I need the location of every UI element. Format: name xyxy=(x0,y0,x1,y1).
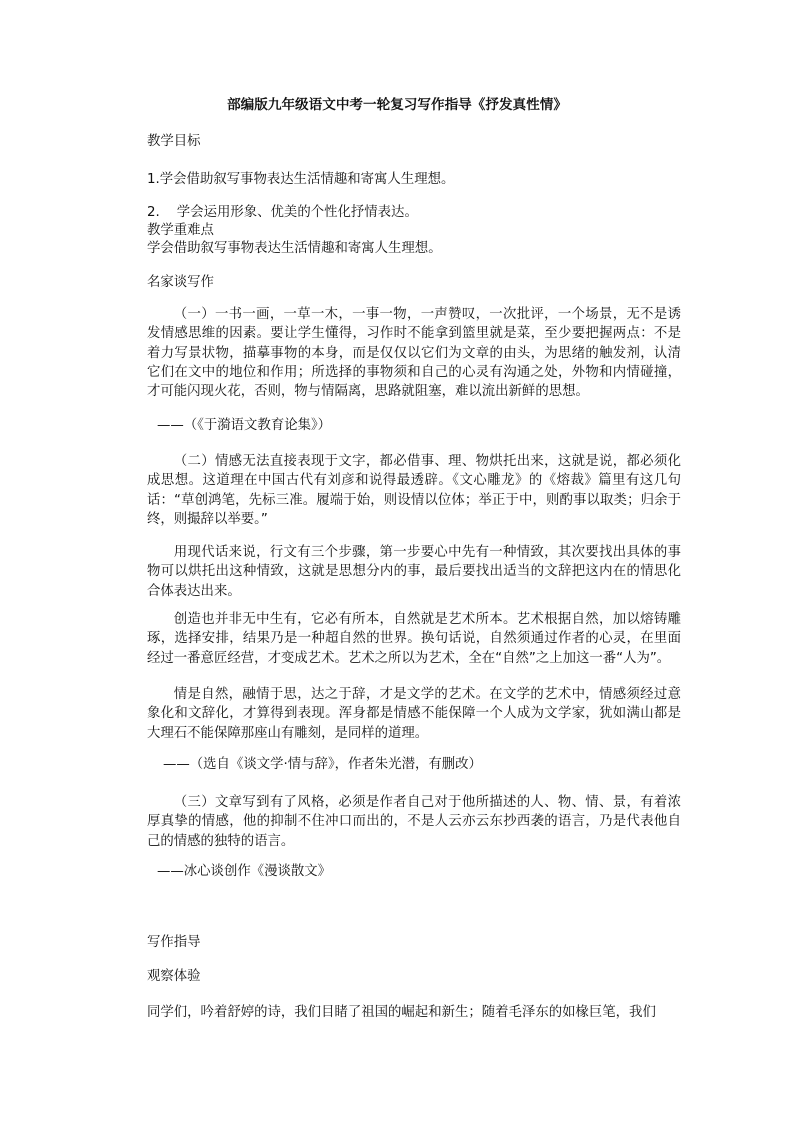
masters-heading: 名家谈写作 xyxy=(147,275,214,290)
quote-paragraph-4: 创造也并非无中生有，它必有所本，自然就是艺术所本。艺术根据自然，加以熔铸雕琢，选择安排，结果乃是一种超自然的世界。换句话说，自然须通过作者的心灵，在里面经过一番意匠经营，才变成艺术。艺术之所以为艺术，全在“自然”之上加这一番“人为”。 xyxy=(147,612,681,666)
document-title: 部编版九年级语文中考一轮复习写作指导《抒发真性情》 xyxy=(227,97,567,113)
goals-heading: 教学目标 xyxy=(147,134,201,149)
quote-paragraph-6: （三）文章写到有了风格，必须是作者自己对于他所描述的人、物、情、景，有着浓厚真挚的情感，他的抑制不住冲口而出的，不是人云亦云东抄西袭的语言，乃是代表他自己的情感的独特的语言。 xyxy=(147,795,681,849)
key-points-heading: 教学重难点 xyxy=(147,223,214,238)
writing-guide-heading: 写作指导 xyxy=(147,935,201,950)
quote-source-2: ——（选自《谈文学·情与辞》，作者朱光潜，有删改） xyxy=(163,757,482,772)
observation-heading: 观察体验 xyxy=(147,969,201,984)
quote-source-3: ——冰心谈创作《漫谈散文》 xyxy=(157,864,332,879)
quote-paragraph-1: （一）一书一画，一草一木，一事一物，一声赞叹，一次批评，一个场景，无不是诱发情感思维的因素。要让学生懂得，习作时不能拿到篮里就是菜，至少要把握两点：不是着力写景状物，描摹事物的本身，而是仅仅以它们为文章的由头，为思绪的触发剂，认清它们在文中的地位和作用；所选择的事物须和自己的心灵有沟通之处，外物和内情碰撞，才可能闪现火花，否则，物与情隔离，思路就阻塞，难以流出新鲜的思想。 xyxy=(147,307,681,400)
quote-paragraph-3: 用现代话来说，行文有三个步骤，第一步要心中先有一种情致，其次要找出具体的事物可以烘托出这种情致，这就是思想分内的事，最后要找出适当的文辞把这内在的情思化合体表达出来。 xyxy=(147,545,681,599)
body-paragraph: 同学们，吟着舒婷的诗，我们目睹了祖国的崛起和新生；随着毛泽东的如椽巨笔，我们 xyxy=(147,1005,656,1020)
key-points-text: 学会借助叙写事物表达生活情趣和寄寓人生理想。 xyxy=(147,241,442,256)
goal-item-2: 2. 学会运用形象、优美的个性化抒情表达。 xyxy=(147,205,418,220)
quote-paragraph-2: （二）情感无法直接表现于文字，都必借事、理、物烘托出来，这就是说，都必须化成思想。这道理在中国古代有刘彦和说得最透辟。《文心雕龙》的《熔裁》篇里有这几句话：“草创鸿笔，先标三准。履端于始，则设情以位体；举正于中，则酌事以取类；归余于终，则撮辞以举要。” xyxy=(147,454,681,527)
quote-paragraph-5: 情是自然，融情于思，达之于辞，才是文学的艺术。在文学的艺术中，情感须经过意象化和文辞化，才算得到表现。浑身都是情感不能保障一个人成为文学家，犹如满山都是大理石不能保障那座山有雕刻，是同样的道理。 xyxy=(147,687,681,741)
goal-item-1: 1.学会借助叙写事物表达生活情趣和寄寓人生理想。 xyxy=(147,172,455,187)
quote-source-1: ——（《于漪语文教育论集》） xyxy=(157,418,332,433)
